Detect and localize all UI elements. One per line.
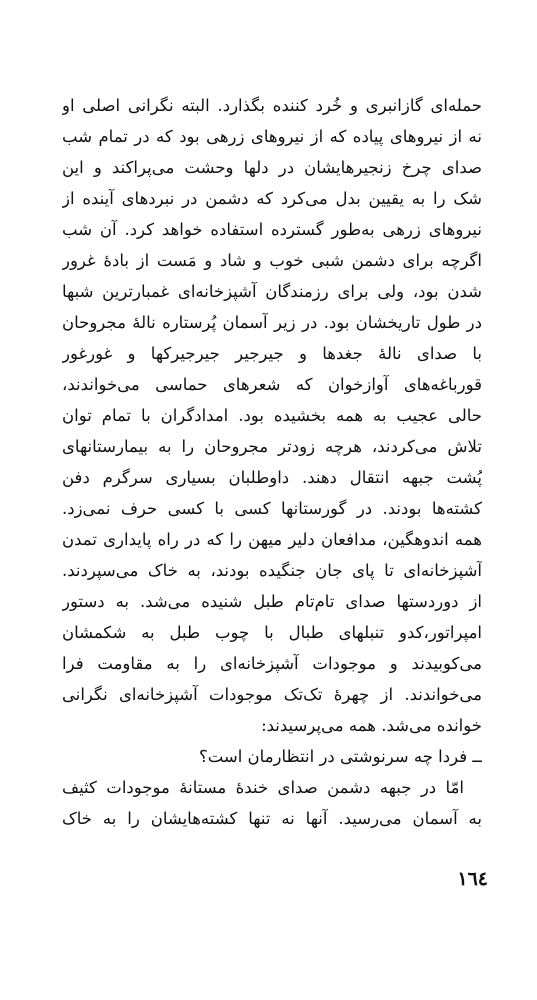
text-line: کشته‌ها بودند. در گورستانها کسی با کسی حرف نمی‌زد. [62,499,482,518]
text-line: پُشت جبهه انتقال دهند. داوطلبان بسیاری سرگرم دفن [62,468,482,487]
text-line: به آسمان می‌رسید. آنها نه تنها کشته‌هایشان را به خاک [62,809,482,828]
text-line: همه اندوهگین، مدافعان دلیر میهن را که در راه پایداری تمدن [62,530,482,549]
text-line: آشپزخانه‌ای تا پای جان جنگیده بودند، به خاک می‌سپردند. [62,561,482,580]
text-line: قورباغه‌های آوازخوان که شعرهای حماسی می‌خواندند، [62,375,482,394]
text-line: می‌کوبیدند و موجودات آشپزخانه‌ای را به مقاومت فرا [62,654,482,673]
text-line: شک را به یقیین بدل می‌کرد که دشمن در نبردهای آینده از [62,189,482,208]
text-line: اگرچه برای دشمن شبی خوب و شاد و مَست از بادهٔ غرور [62,251,482,270]
text-line: حالی عجیب به همه بخشیده بود. امدادگران با تمام توان [62,406,482,425]
text-line: نیروهای زرهی به‌طور گسترده استفاده خواهد کرد. آن شب [62,220,482,239]
text-line: می‌خواندند. از چهرهٔ تک‌تک موجودات آشپزخانه‌ای نگرانی [62,685,482,704]
text-line: شدن بود، ولی برای رزمندگان آشپزخانه‌ای غمبارترین شبها [62,282,482,301]
dialogue-line: ــ فردا چه سرنوشتی در انتظارمان است؟ [198,747,482,766]
text-line: نه از نیروهای پیاده که از نیروهای زرهی بود که در تمام شب [62,127,482,146]
text-line: با صدای نالهٔ جغدها و جیرجیر جیرجیرکها و غورغور [62,344,482,363]
paragraph-start-line: امّا در جبهه دشمن صدای خندهٔ مستانهٔ موجودات کثیف [62,778,464,797]
text-line: از دوردستها صدای تام‌تام طبل شنیده می‌شد. به دستور [62,592,482,611]
text-line: خوانده می‌شد. همه می‌پرسیدند: [261,716,482,735]
text-line: حمله‌ای گازانبری و خُرد کننده بگذارد. البته نگرانی اصلی او [62,96,482,115]
body-text [62,90,482,834]
page-number: ١٦٤ [457,868,488,890]
text-line: صدای چرخ زنجیرهایشان در دلها وحشت می‌پراکند و این [62,158,482,177]
text-line: در طول تاریخشان بود. در زیر آسمان پُرستاره نالهٔ مجروحان [62,313,482,332]
text-line: تلاش می‌کردند، هرچه زودتر مجروحان را به بیمارستانهای [62,437,482,456]
text-line: امپراتور،کدو تنبلهای طبال با چوب طبل به شکمشان [62,623,482,642]
